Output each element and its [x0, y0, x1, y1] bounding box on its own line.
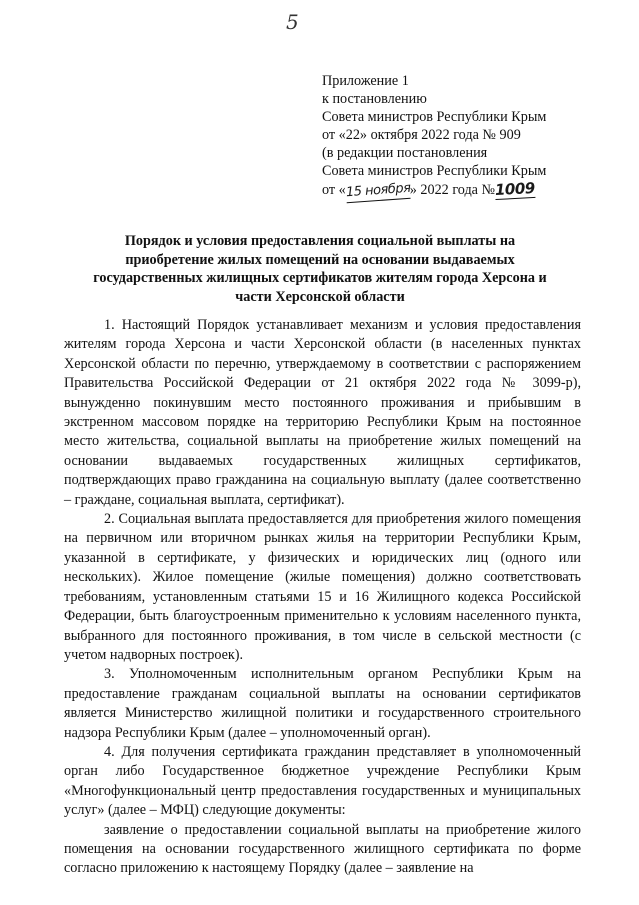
appendix-line: от «22» октября 2022 года № 909 [322, 127, 521, 143]
appendix-date-line [322, 180, 622, 201]
date-prefix: от « [322, 182, 346, 198]
paragraph-1: 1. Настоящий Порядок устанавливает механизм и условия предоставления жителям города Херсона и части Херсонской области (в населенных пунктах Херсонской области по перечню, утверждаемому в соответствии с распоряжением Правительства Российской Федерации от 21 октября 2022 года № 3099-р), вынужденно покинувшим место постоянного проживания и прибывшим в экстренном массовом порядке на территорию Республики Крым на постоянное место жительства, социальной выплаты на приобретение жилых помещений на основании выдаваемых государственных жилищных сертификатов, подтверждающих право гражданина на социальную выплату (далее соответственно – граждане, социальная выплата, сертификат). [64, 317, 581, 508]
paragraph-3: 3. Уполномоченным исполнительным органом Республики Крым на предоставление гражданам социальной выплаты на основании сертификатов является Министерство жилищной политики и государственного строительного надзора Республики Крым (далее – уполномоченный орган). [64, 666, 581, 741]
paragraph-4-item-1: заявление о предоставлении социальной выплаты на приобретение жилого помещения на основании государственного жилищного сертификата по форме согласно приложению к настоящему Порядку (далее – заявление на [64, 821, 581, 877]
appendix-line: (в редакции постановления [322, 145, 488, 161]
appendix-line: Приложение 1 [322, 73, 409, 89]
title-line: приобретение жилых помещений на основании выдаваемых [125, 251, 515, 268]
paragraph-2: 2. Социальная выплата предоставляется для приобретения жилого помещения на первичном или вторичном рынках жилья на территории Республики Крым, указанной в сертификате, у физических и юридических лиц (одного или нескольких). Жилое помещение (жилые помещения) должно соответствовать требованиям, установленным статьями 15 и 16 Жилищного кодекса Российской Федерации, быть благоустроенным применительно к условиям населенного пункта, выбранного для постоянного проживания, в том числе в сельской местности (с учетом надворных построек). [64, 511, 581, 663]
document-title [64, 232, 576, 306]
title-line: Порядок и условия предоставления социальной выплаты на [124, 233, 516, 249]
appendix-line: Совета министров Республики Крым [322, 163, 547, 179]
appendix-header [322, 72, 622, 201]
title-line: части Херсонской области [235, 288, 405, 305]
appendix-line: к постановлению [322, 91, 427, 107]
appendix-line: Совета министров Республики Крым [322, 109, 547, 125]
title-line: государственных жилищных сертификатов жителям города Херсона и [93, 270, 547, 287]
handwritten-date: 15 ноября [345, 180, 410, 203]
paragraph-4: 4. Для получения сертификата гражданин представляет в уполномоченный орган либо Государственное бюджетное учреждение Республики Крым «Многофункциональный центр предоставления государственных и муниципальных услуг» (далее – МФЦ) следующие документы: [64, 743, 581, 819]
handwritten-number: 1009 [494, 178, 536, 200]
date-middle: » 2022 года № [409, 182, 496, 198]
page-number: 5 [286, 10, 299, 34]
document-body [64, 316, 581, 879]
